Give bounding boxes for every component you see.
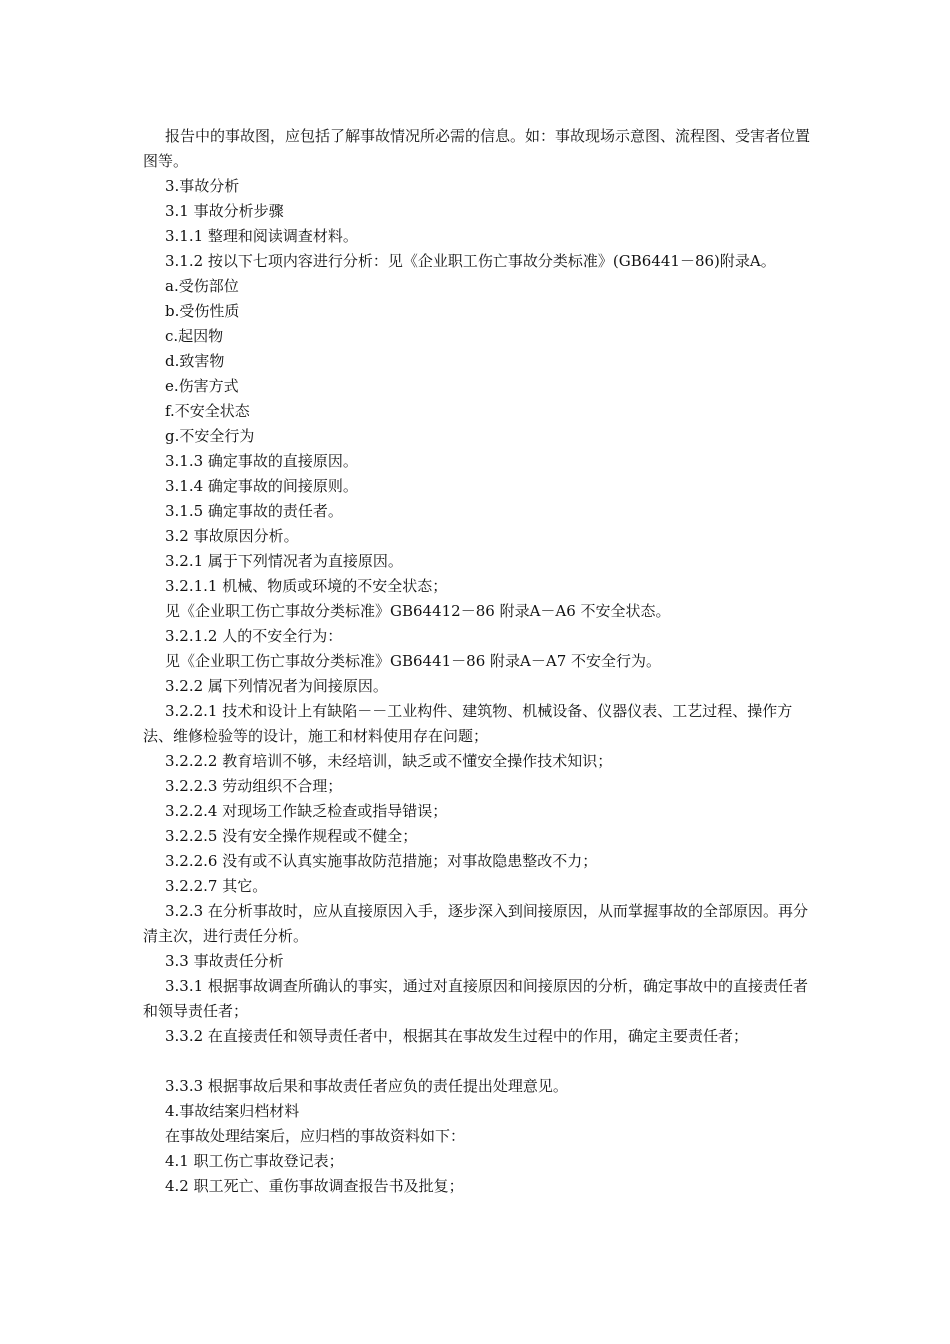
paragraph-3-2-2-4: 3.2.2.4 对现场工作缺乏检查或指导错误； [165,802,448,820]
list-item-g: g.不安全行为 [165,427,255,445]
paragraph-3-2-2: 3.2.2 属下列情况者为间接原因。 [165,677,388,695]
paragraph-3-1-3: 3.1.3 确定事故的直接原因。 [165,452,358,470]
blank-line [143,1049,819,1074]
paragraph-3-3-3: 3.3.3 根据事故后果和事故责任者应负的责任提出处理意见。 [165,1077,568,1095]
list-item-f: f.不安全状态 [165,402,250,420]
paragraph-3-2-1-2: 3.2.1.2 人的不安全行为： [165,627,343,645]
paragraph-3-2-2-3: 3.2.2.3 劳动组织不合理； [165,777,343,795]
heading-archive-materials: 4.事故结案归档材料 [165,1102,300,1120]
paragraph-3-3-2: 3.3.2 在直接责任和领导责任者中，根据其在事故发生过程中的作用，确定主要责任者； [165,1027,748,1045]
document-page [143,124,819,1199]
list-item-d: d.致害物 [165,352,225,370]
paragraph-3-2-1-1: 3.2.1.1 机械、物质或环境的不安全状态； [165,577,448,595]
paragraph-3-1-1: 3.1.1 整理和阅读调查材料。 [165,227,358,245]
paragraph-see-a6: 见《企业职工伤亡事故分类标准》GB64412－86 附录A－A6 不安全状态。 [165,602,671,620]
paragraph-3-3-1: 3.3.1 根据事故调查所确认的事实，通过对直接原因和间接原因的分析，确定事故中的直接责任者和领导责任者； [143,977,808,1020]
list-item-c: c.起因物 [165,327,224,345]
paragraph-3-1-5: 3.1.5 确定事故的责任者。 [165,502,343,520]
paragraph-4-1: 4.1 职工伤亡事故登记表； [165,1152,344,1170]
paragraph-3-2-2-2: 3.2.2.2 教育培训不够，未经培训，缺乏或不懂安全操作技术知识； [165,752,613,770]
paragraph-3-2-2-7: 3.2.2.7 其它。 [165,877,268,895]
heading-cause-analysis: 3.2 事故原因分析。 [165,527,299,545]
paragraph-3-1-4: 3.1.4 确定事故的间接原则。 [165,477,358,495]
paragraph-3-2-2-1: 3.2.2.1 技术和设计上有缺陷－－工业构件、建筑物、机械设备、仪器仪表、工艺过程、操作方法、维修检验等的设计，施工和材料使用存在问题； [143,702,793,745]
list-item-a: a.受伤部位 [165,277,239,295]
paragraph-3-2-1: 3.2.1 属于下列情况者为直接原因。 [165,552,403,570]
paragraph-3-2-2-5: 3.2.2.5 没有安全操作规程或不健全； [165,827,418,845]
paragraph-see-a7: 见《企业职工伤亡事故分类标准》GB6441－86 附录A－A7 不安全行为。 [165,652,662,670]
paragraph-4-2: 4.2 职工死亡、重伤事故调查报告书及批复； [165,1177,464,1195]
paragraph-accident-diagram: 报告中的事故图，应包括了解事故情况所必需的信息。如：事故现场示意图、流程图、受害者位置图等。 [143,127,811,170]
heading-responsibility-analysis: 3.3 事故责任分析 [165,952,284,970]
list-item-b: b.受伤性质 [165,302,240,320]
paragraph-3-1-2: 3.1.2 按以下七项内容进行分析：见《企业职工伤亡事故分类标准》(GB6441－86)附录A。 [165,252,776,270]
paragraph-3-2-3: 3.2.3 在分析事故时，应从直接原因入手，逐步深入到间接原因，从而掌握事故的全部原因。再分清主次，进行责任分析。 [143,902,808,945]
heading-analysis-steps: 3.1 事故分析步骤 [165,202,284,220]
paragraph-archive-intro: 在事故处理结案后，应归档的事故资料如下： [165,1127,466,1145]
paragraph-3-2-2-6: 3.2.2.6 没有或不认真实施事故防范措施；对事故隐患整改不力； [165,852,598,870]
heading-accident-analysis: 3.事故分析 [165,177,240,195]
list-item-e: e.伤害方式 [165,377,239,395]
